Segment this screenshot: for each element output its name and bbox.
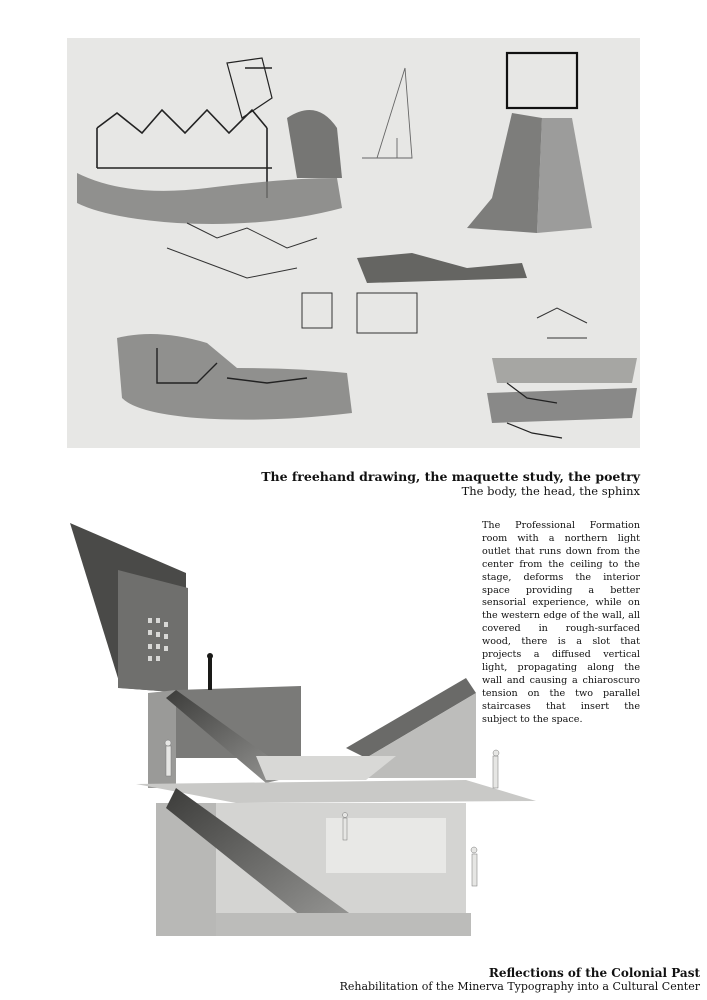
project-caption [340,966,700,994]
description-paragraph: The Professional Formation room with a northern light outlet that runs down from the center from the ceiling to the stage, deforms the interior space providing a better sensorial experience, while on the western edge of the wall, all covered in rough-surfaced wood, there is a slot that projects a diffused vertical light, propagating along the wall and causing a chiaroscuro tension on the two parallel staircases that insert the subject to the space. [482,520,640,725]
middle-floor-slab [136,780,536,803]
project-title: Reflections of the Colonial Past [488,966,700,980]
human-figures [207,653,213,690]
sketch-caption-title: The freehand drawing, the maquette study, the poetry [261,469,640,484]
sketch-caption-subtitle: The body, the head, the sphinx [461,484,640,498]
sketch-caption [261,469,640,499]
project-subtitle: Rehabilitation of the Minerva Typography into a Cultural Center [339,980,700,993]
sketch-image [67,38,640,448]
maquette-image [66,518,546,936]
